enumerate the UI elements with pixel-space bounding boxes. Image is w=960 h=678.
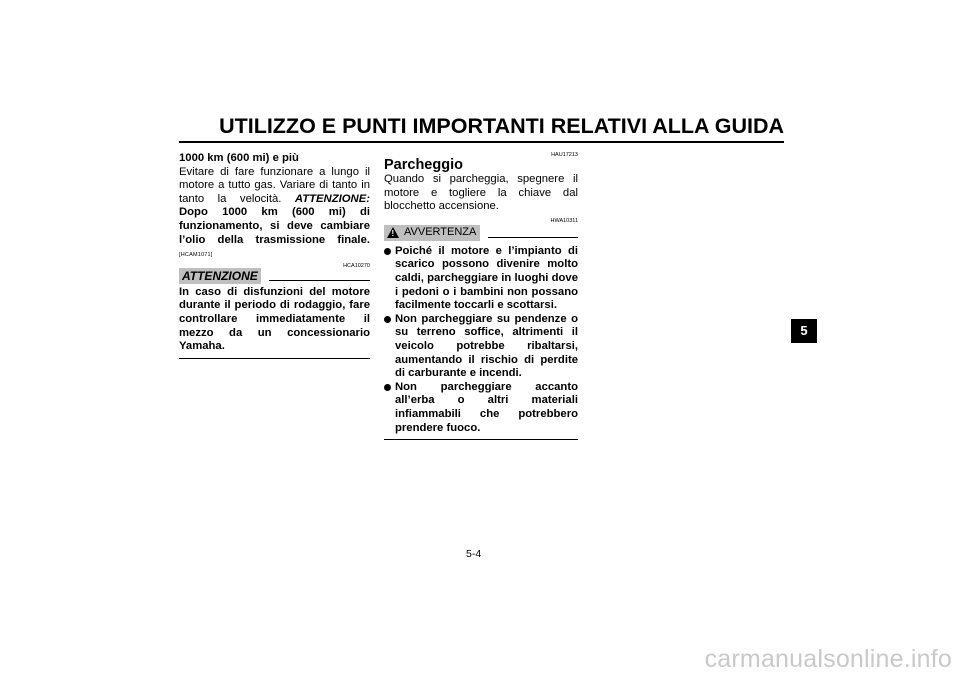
caution-text: In caso di disfunzioni del motore durante il periodo di rodaggio, fare controllare immediatamente il mezzo da un concessionario Yamaha.	[179, 285, 370, 353]
warning-header-rule	[488, 237, 578, 238]
caution-header-rule	[269, 280, 370, 281]
section-title: Parcheggio	[384, 157, 463, 173]
right-column	[384, 152, 578, 440]
warning-label: AVVERTENZA	[404, 225, 477, 238]
list-item: Non parcheggiare accanto all’erba o altri materiali infiammabili che potrebbero prendere fuoco.	[384, 381, 578, 435]
chapter-tab: 5	[791, 319, 817, 343]
bullet-icon	[384, 316, 391, 323]
page-number: 5-4	[466, 548, 482, 560]
warning-badge	[384, 225, 480, 241]
attention-inline-label: ATTENZIONE:	[294, 192, 371, 205]
reference-code: [HCAM1071]	[179, 252, 213, 259]
watermark: carmanualsonline.info	[704, 645, 952, 673]
list-item: Poiché il motore e l’impianto di scarico possono divenire molto caldi, parcheggiare in luoghi dove i pedoni o i bambini non possano facilmente toccarli e scottarsi.	[384, 245, 578, 313]
left-column	[179, 152, 370, 359]
caution-badge: ATTENZIONE	[179, 268, 261, 284]
bullet-icon	[384, 384, 391, 391]
caution-header	[179, 268, 370, 284]
paragraph-text: Evitare di fare funzionare a lungo il motore a tutto gas. Variare di tanto in tanto la velocità.	[179, 165, 370, 205]
warning-header	[384, 225, 578, 241]
warning-code: HWA10311	[550, 217, 578, 224]
parking-paragraph: Quando si parcheggia, spegnere il motore e togliere la chiave dal blocchetto accensione.	[384, 173, 578, 213]
warning-end-rule	[384, 439, 578, 440]
list-item: Non parcheggiare su pendenze o su terreno soffice, altrimenti il veicolo potrebbe ribaltarsi, aumentando il rischio di perdite di carburante e incendi.	[384, 313, 578, 381]
caution-code: HCA10270	[343, 262, 370, 269]
header-rule	[179, 141, 784, 143]
warning-list	[384, 245, 578, 435]
page-header-title: UTILIZZO E PUNTI IMPORTANTI RELATIVI ALLA GUIDA	[219, 114, 784, 138]
rodaggio-paragraph	[179, 166, 370, 263]
caution-end-rule	[179, 358, 370, 359]
bullet-icon	[384, 248, 391, 255]
warning-triangle-icon: !	[387, 227, 399, 238]
section-code: HAU17213	[551, 152, 578, 158]
section-subheading: 1000 km (600 mi) e più	[179, 152, 299, 164]
attention-inline-text: Dopo 1000 km (600 mi) di funzionamento, si deve cambiare l’olio della trasmissione finale.	[179, 206, 370, 246]
